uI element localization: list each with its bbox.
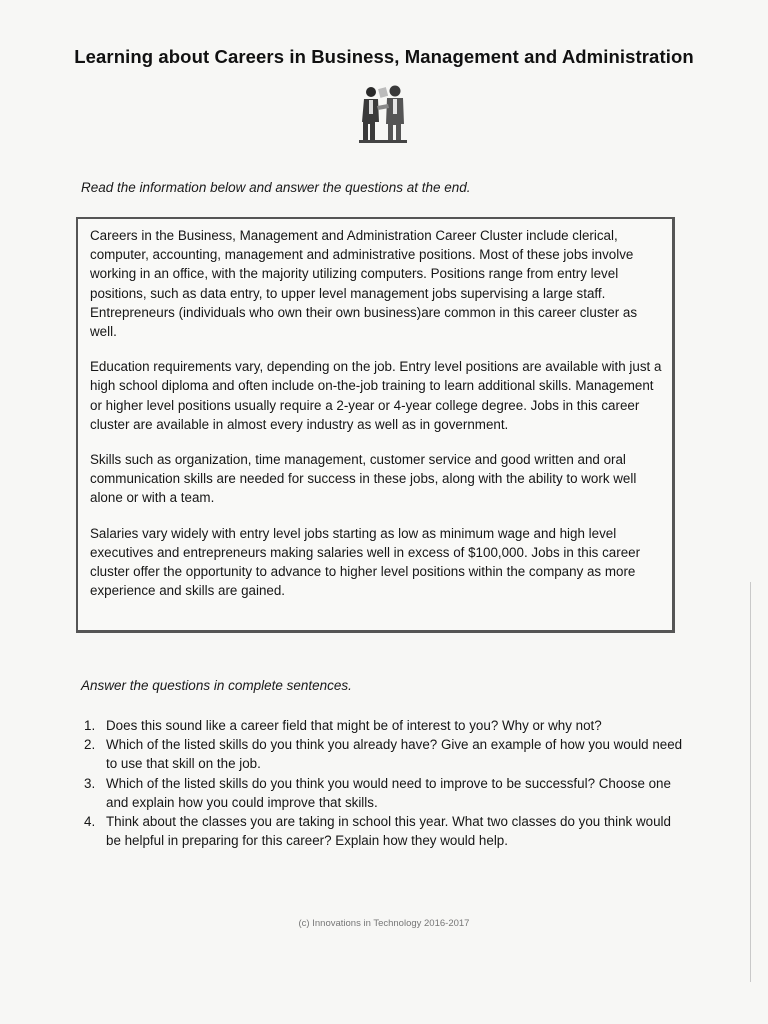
- question-text: Does this sound like a career field that might be of interest to you? Why or why not?: [106, 718, 602, 733]
- copyright-footer: (c) Innovations in Technology 2016-2017: [298, 918, 470, 929]
- question-item: [84, 735, 684, 773]
- questions-instruction: Answer the questions in complete sentences.: [81, 678, 352, 693]
- question-text: Think about the classes you are taking in school this year. What two classes do you think would be helpful in preparing for this career? Explain how they would help.: [106, 814, 671, 849]
- career-info-box: [76, 217, 675, 633]
- question-text: Which of the listed skills do you think you would need to improve to be successful? Choose one and explain how you could improve that skills.: [106, 775, 671, 810]
- info-paragraph-skills: Skills such as organization, time management, customer service and good written and oral communication skills are needed for success in these jobs, along with the ability to work well alone or with a team.: [90, 452, 637, 506]
- question-item: [84, 774, 684, 812]
- page-title: Learning about Careers in Business, Management and Administration: [74, 46, 694, 67]
- info-paragraph-salaries: Salaries vary widely with entry level jobs starting as low as minimum wage and high level executives and entrepreneurs making salaries well in excess of $100,000. Jobs in this career cluster offer the opportunity to advance to higher level positions within the company as more experience and skills are gained.: [90, 525, 641, 599]
- reading-instruction: Read the information below and answer the questions at the end.: [81, 180, 471, 195]
- info-paragraph-overview: Careers in the Business, Management and Administration Career Cluster include clerical, computer, accounting, management and administrative positions. Most of these jobs involve working in an office, with the majority utilizing computers. Positions range from entry level positions, such as data entry, to upper level management jobs supervising a large staff. Entrepreneurs (individuals who own their own business)are common in this career cluster as well.: [90, 228, 638, 340]
- question-number: 3.: [84, 775, 96, 791]
- question-list: [84, 716, 684, 850]
- business-people-icon: [357, 84, 409, 146]
- question-item: [84, 716, 684, 735]
- question-text: Which of the listed skills do you think you already have? Give an example of how you would need to use that skill on the job.: [106, 737, 683, 772]
- scan-edge-line: [750, 582, 751, 982]
- question-item: [84, 812, 684, 850]
- info-paragraph-education: Education requirements vary, depending on the job. Entry level positions are available with just a high school diploma and often include on-the-job training to learn additional skills. Management or higher level positions usually require a 2-year or 4-year college degree. Jobs in this career cluster are available in almost every industry as well as in government.: [90, 359, 662, 432]
- question-number: 1.: [84, 718, 96, 733]
- question-number: 2.: [84, 737, 96, 753]
- question-number: 4.: [84, 814, 96, 830]
